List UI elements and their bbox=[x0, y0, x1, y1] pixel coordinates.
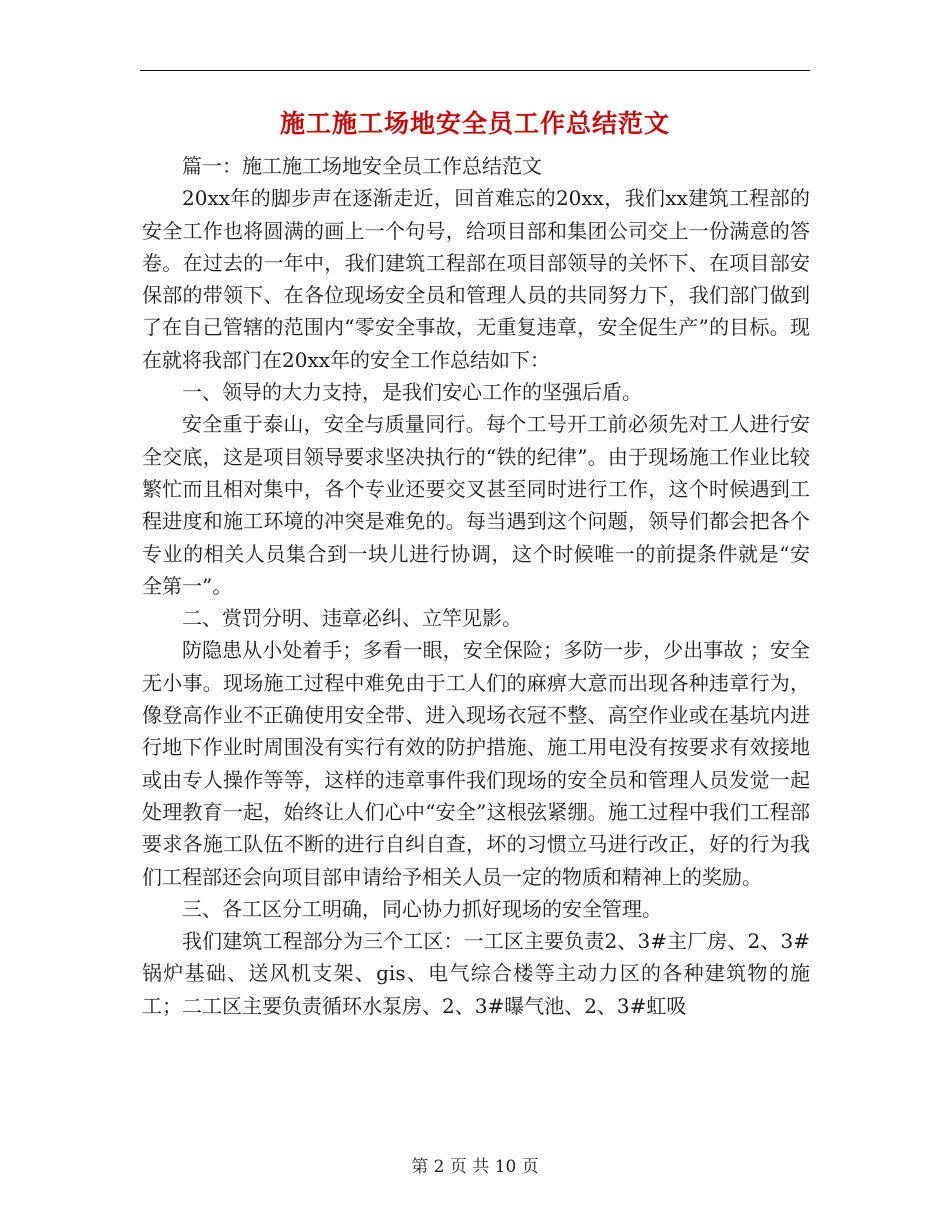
paragraph-section-heading: 篇一：施工施工场地安全员工作总结范文 bbox=[182, 154, 542, 178]
header-rule bbox=[140, 70, 810, 71]
paragraph-heading-1: 一、领导的大力支持，是我们安心工作的坚强后盾。 bbox=[182, 380, 642, 405]
paragraph-body-1: 安全重于泰山，安全与质量同行。每个工号开工前必须先对工人进行安全交底，这是项目领导要求坚决执行的“铁的纪律”。由于现场施工作业比较繁忙而且相对集中，各个专业还要交叉甚至同时进行工作，这个时候遇到工程进度和施工环境的冲突是难免的。每当遇到这个问题，领导们都会把各个专业的相关人员集合到一块儿进行协调，这个时候唯一的前提条件就是“安全第一”。 bbox=[142, 412, 810, 598]
paragraph-body-3: 我们建筑工程部分为三个工区：一工区主要负责2、3#主厂房、2、3#锅炉基础、送风机支架、gis、电气综合楼等主动力区的各种建筑物的施工；二工区主要负责循环水泵房、2、3#曝气池、2、3#虹吸 bbox=[142, 929, 810, 1018]
page-number-footer: 第 2 页 共 10 页 bbox=[411, 1157, 539, 1177]
paragraph-heading-2: 二、赏罚分明、违章必纠、立竿见影。 bbox=[182, 606, 522, 631]
paragraph-intro: 20xx年的脚步声在逐渐走近，回首难忘的20xx，我们xx建筑工程部的安全工作也将圆满的画上一个句号，给项目部和集团公司交上一份满意的答卷。在过去的一年中，我们建筑工程部在项目部领导的关怀下、在项目部安保部的带领下、在各位现场安全员和管理人员的共同努力下，我们部门做到了在自己管辖的范围内“零安全事故，无重复违章，安全促生产”的目标。现在就将我部门在20xx年的安全工作总结如下： bbox=[142, 186, 810, 372]
document-title: 施工施工场地安全员工作总结范文 bbox=[279, 109, 670, 138]
document-body bbox=[142, 150, 810, 1022]
paragraph-heading-3: 三、各工区分工明确，同心协力抓好现场的安全管理。 bbox=[182, 896, 662, 921]
paragraph-body-2: 防隐患从小处着手；多看一眼，安全保险；多防一步，少出事故 ；安全无小事。现场施工过程中难免由于工人们的麻痹大意而出现各种违章行为，像登高作业不正确使用安全带、进入现场衣冠不整、高空作业或在基坑内进行地下作业时周围没有实行有效的防护措施、施工用电没有按要求有效接地或由专人操作等等，这样的违章事件我们现场的安全员和管理人员发觉一起处理教育一起，始终让人们心中“安全”这根弦紧绷。施工过程中我们工程部要求各施工队伍不断的进行自纠自查，坏的习惯立马进行改正，好的行为我们工程部还会向项目部申请给予相关人员一定的物质和精神上的奖励。 bbox=[142, 638, 810, 889]
